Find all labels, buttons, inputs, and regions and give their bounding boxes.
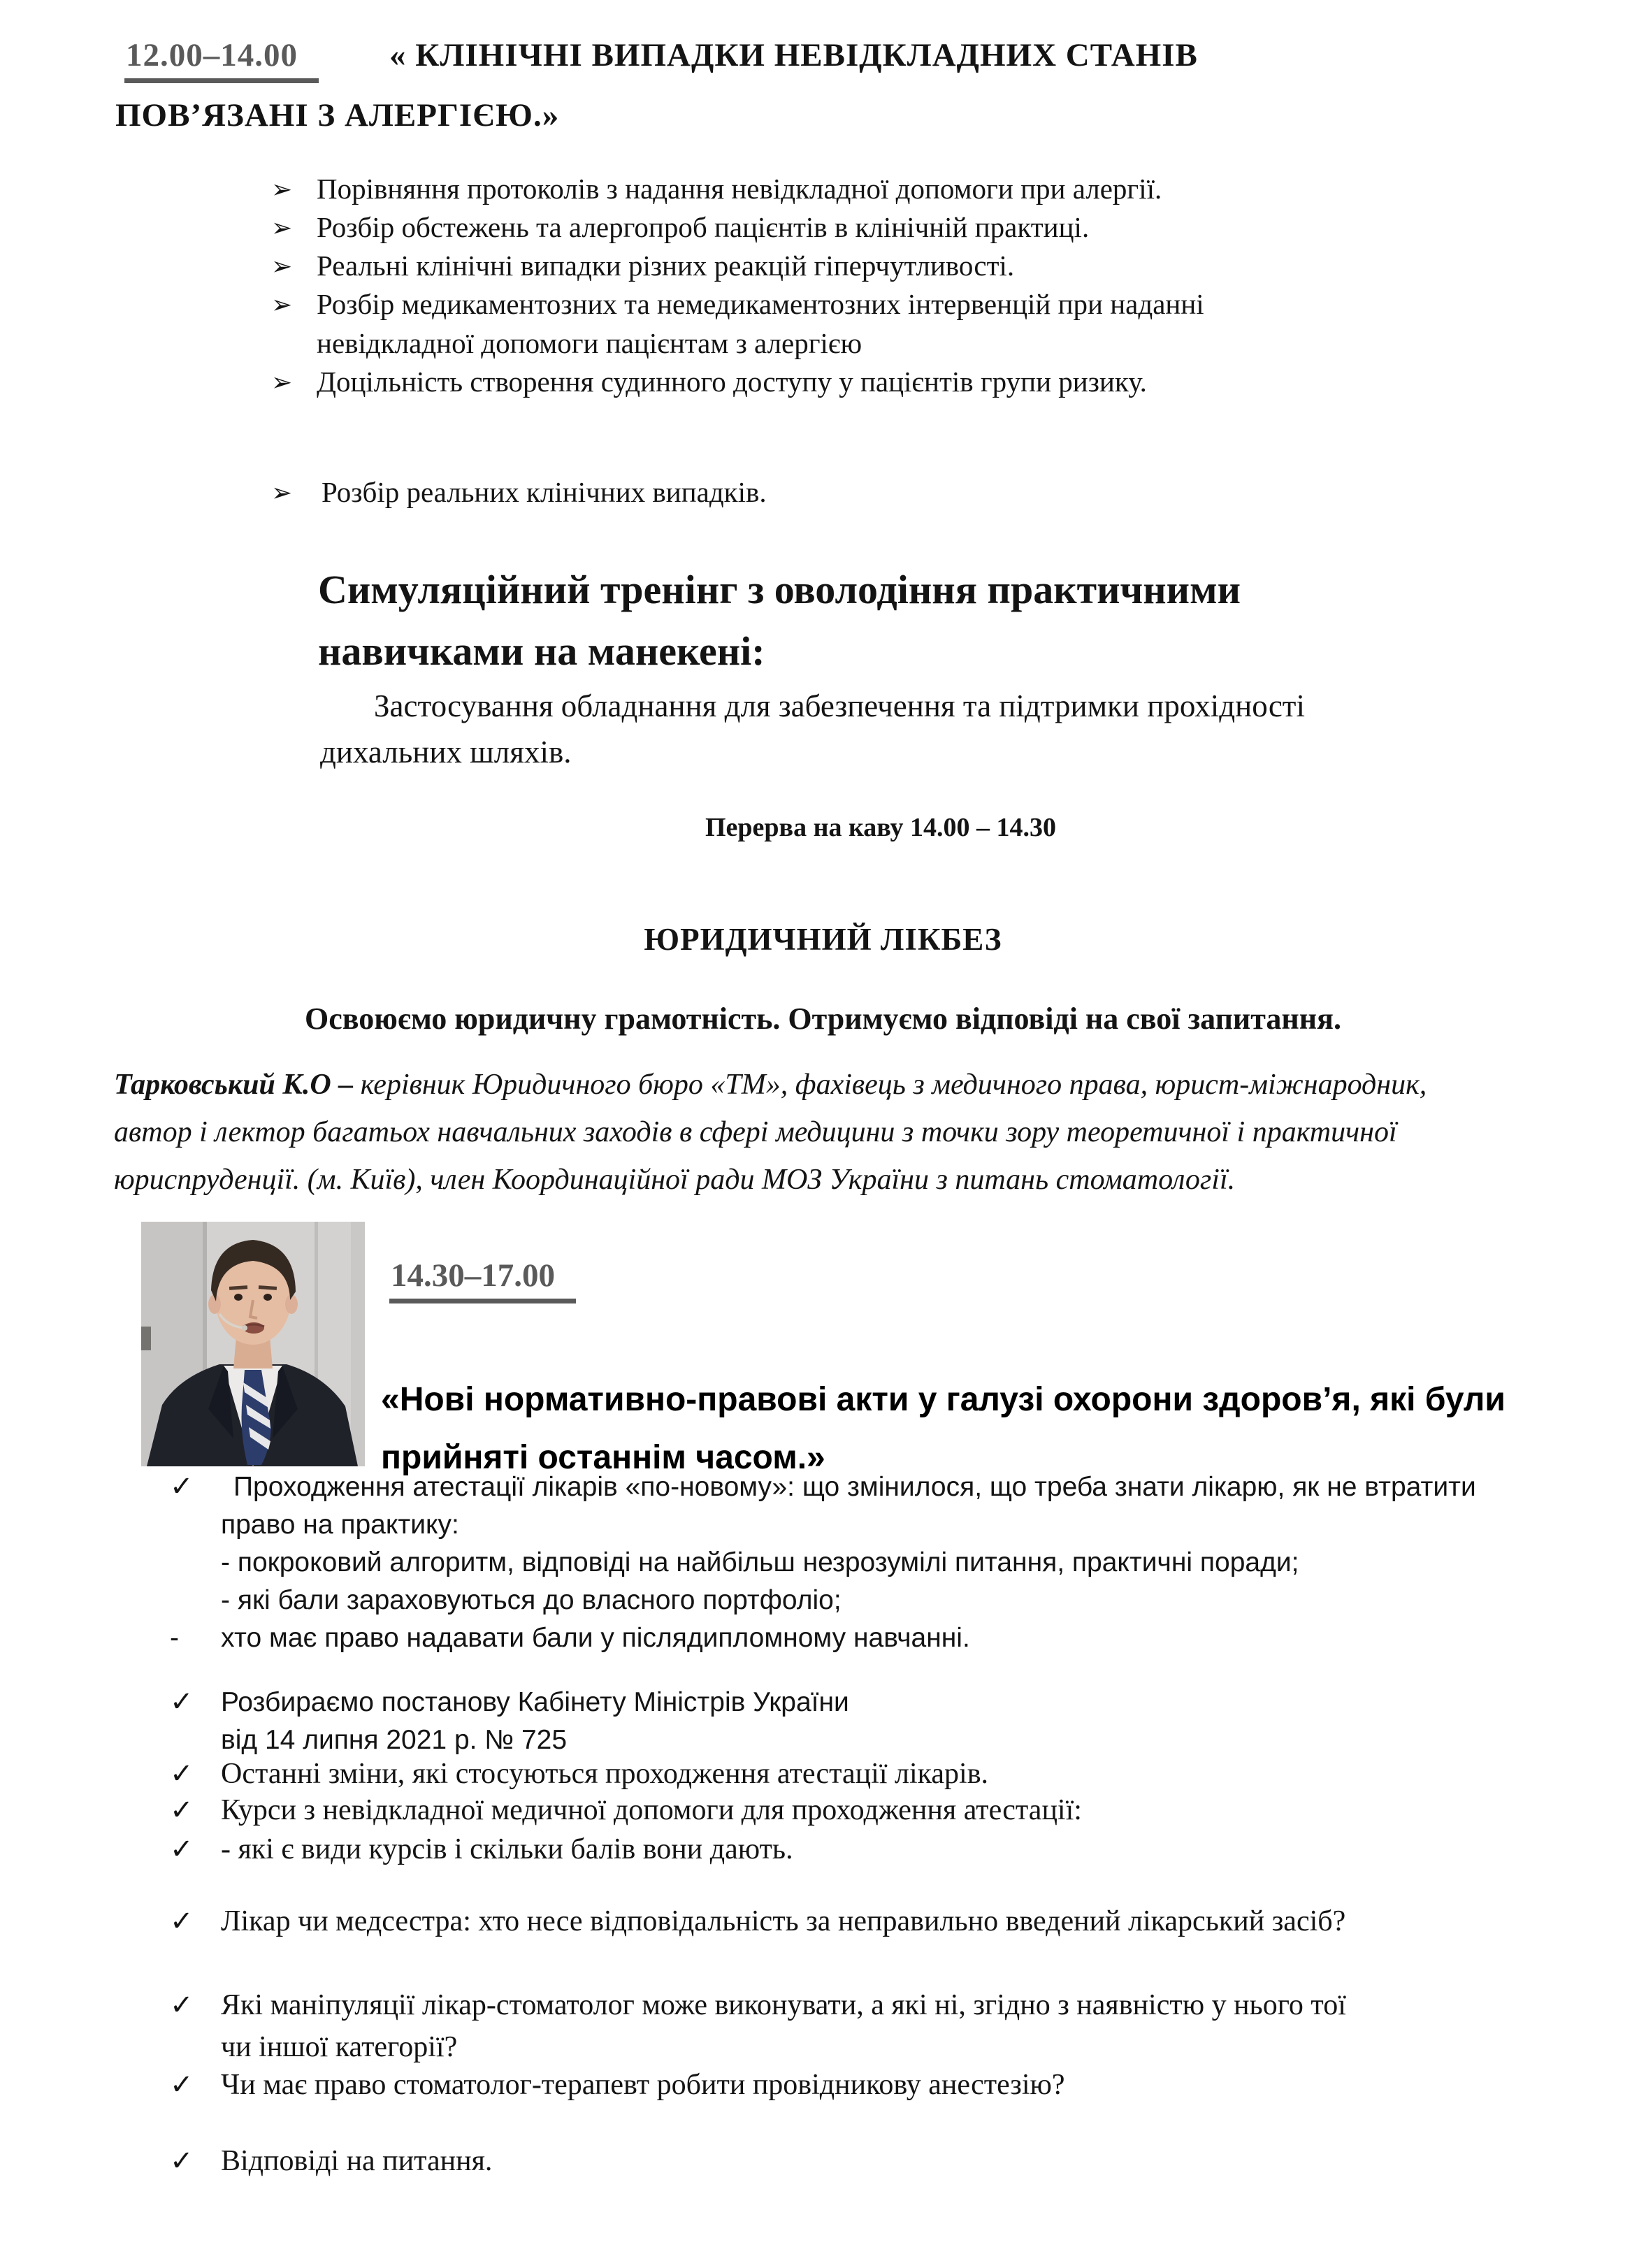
bullet-item: Розбір обстежень та алергопроб пацієнтів в клінічній практиці. (317, 211, 1090, 243)
checklist-item: хто має право надавати бали у післядипломному навчанні. (221, 1623, 970, 1653)
checklist-item: - які є види курсів і скільки балів вони дають. (221, 1833, 793, 1865)
arrow-bullet-icon: ➢ (271, 214, 293, 242)
bullet-item: Реальні клінічні випадки різних реакцій гіперчутливості. (317, 250, 1015, 282)
training-body-line1: Застосування обладнання для забезпечення та підтримки прохідності (374, 688, 1305, 723)
checklist-item: Розбираємо постанову Кабінету Міністрів України (221, 1687, 849, 1717)
bullet-item: Розбір реальних клінічних випадків. (322, 476, 767, 508)
checklist-item: Відповіді на питання. (221, 2145, 493, 2177)
coffee-break-note: Перерва на каву 14.00 – 14.30 (705, 813, 1056, 842)
checkmark-icon: ✓ (170, 1471, 194, 1502)
checklist-item: Проходження атестації лікарів «по-новому»: що змінилося, що треба знати лікарю, як не втратити (233, 1472, 1476, 1502)
session2-title-line2: прийняті останнім часом.» (381, 1439, 825, 1476)
session2-title-line1: «Нові нормативно-правові акти у галузі охорони здоров’я, які були (381, 1381, 1506, 1418)
arrow-bullet-icon: ➢ (271, 291, 293, 319)
checkmark-icon: ✓ (170, 1686, 194, 1717)
arrow-bullet-icon: ➢ (271, 479, 293, 507)
bullet-item: Доцільність створення судинного доступу у пацієнтів групи ризику. (317, 366, 1147, 398)
speaker-photo (141, 1222, 365, 1466)
arrow-bullet-icon: ➢ (271, 175, 293, 203)
checklist-item-wrap: чи іншої категорії? (221, 2031, 458, 2063)
checklist-subitem: - які бали зараховуються до власного портфоліо; (221, 1585, 842, 1615)
speaker-bio-line2: автор і лектор багатьох навчальних заходів в сфері медицини з точки зору теоретичної і практичної (114, 1116, 1397, 1148)
checkmark-icon: ✓ (170, 1833, 194, 1865)
checkmark-icon: ✓ (170, 2145, 194, 2176)
session1-title-line1: « КЛІНІЧНІ ВИПАДКИ НЕВІДКЛАДНИХ СТАНІВ (389, 37, 1198, 73)
checkmark-icon: ✓ (170, 1794, 194, 1826)
checkmark-icon: ✓ (170, 1989, 194, 2021)
checklist-item: Лікар чи медсестра: хто несе відповідальність за неправильно введений лікарський засіб? (221, 1905, 1346, 1937)
checkmark-icon: ✓ (170, 1758, 194, 1789)
bullet-item: Порівняння протоколів з надання невідкладної допомоги при алергії. (317, 173, 1162, 205)
training-body-line2: дихальних шляхів. (320, 735, 572, 770)
legal-subtitle: Освоюємо юридичну грамотність. Отримуємо відповіді на свої запитання. (305, 1002, 1341, 1036)
checklist-item: Останні зміни, які стосуються проходження атестації лікарів. (221, 1758, 989, 1790)
training-heading-line1: Симуляційний тренінг з оволодіння практичними (318, 567, 1241, 612)
session2-time: 14.30–17.00 (389, 1257, 576, 1303)
checklist-item: Які маніпуляції лікар-стоматолог може виконувати, а які ні, згідно з наявністю у нього тої (221, 1989, 1346, 2021)
speaker-bio-line1 (114, 1068, 1427, 1102)
dash-bullet-icon: - (170, 1623, 179, 1653)
arrow-bullet-icon: ➢ (271, 368, 293, 396)
checklist-item-wrap: право на практику: (221, 1510, 459, 1540)
bullet-item-wrap: невідкладної допомоги пацієнтам з алергією (317, 327, 862, 359)
checklist-item-wrap: від 14 липня 2021 р. № 725 (221, 1725, 568, 1755)
checklist-subitem: - покроковий алгоритм, відповіді на найбільш незрозумілі питання, практичні поради; (221, 1547, 1299, 1577)
speaker-bio-line1-rest: керівник Юридичного бюро «ТМ», фахівець з медичного права, юрист-міжнародник, (353, 1069, 1427, 1101)
training-heading-line2: навичками на манекені: (318, 628, 765, 674)
speaker-portrait-graphic (141, 1222, 365, 1466)
bullet-item: Розбір медикаментозних та немедикаментозних інтервенцій при наданні (317, 288, 1204, 320)
checklist-item: Чи має право стоматолог-терапевт робити провідникову анестезію? (221, 2069, 1065, 2101)
session1-time: 12.00–14.00 (124, 36, 319, 83)
checkmark-icon: ✓ (170, 1905, 194, 1937)
checklist-item: Курси з невідкладної медичної допомоги для проходження атестації: (221, 1794, 1082, 1826)
session1-title-line2: ПОВ’ЯЗАНІ З АЛЕРГІЄЮ.» (115, 97, 560, 133)
speaker-bio-line3: юриспруденції. (м. Київ), член Координаційної ради МОЗ України з питань стоматології. (114, 1164, 1236, 1196)
checkmark-icon: ✓ (170, 2069, 194, 2100)
legal-section-title: ЮРИДИЧНИЙ ЛІКБЕЗ (644, 922, 1002, 957)
arrow-bullet-icon: ➢ (271, 252, 293, 280)
speaker-name: Тарковський К.О – (114, 1069, 354, 1101)
